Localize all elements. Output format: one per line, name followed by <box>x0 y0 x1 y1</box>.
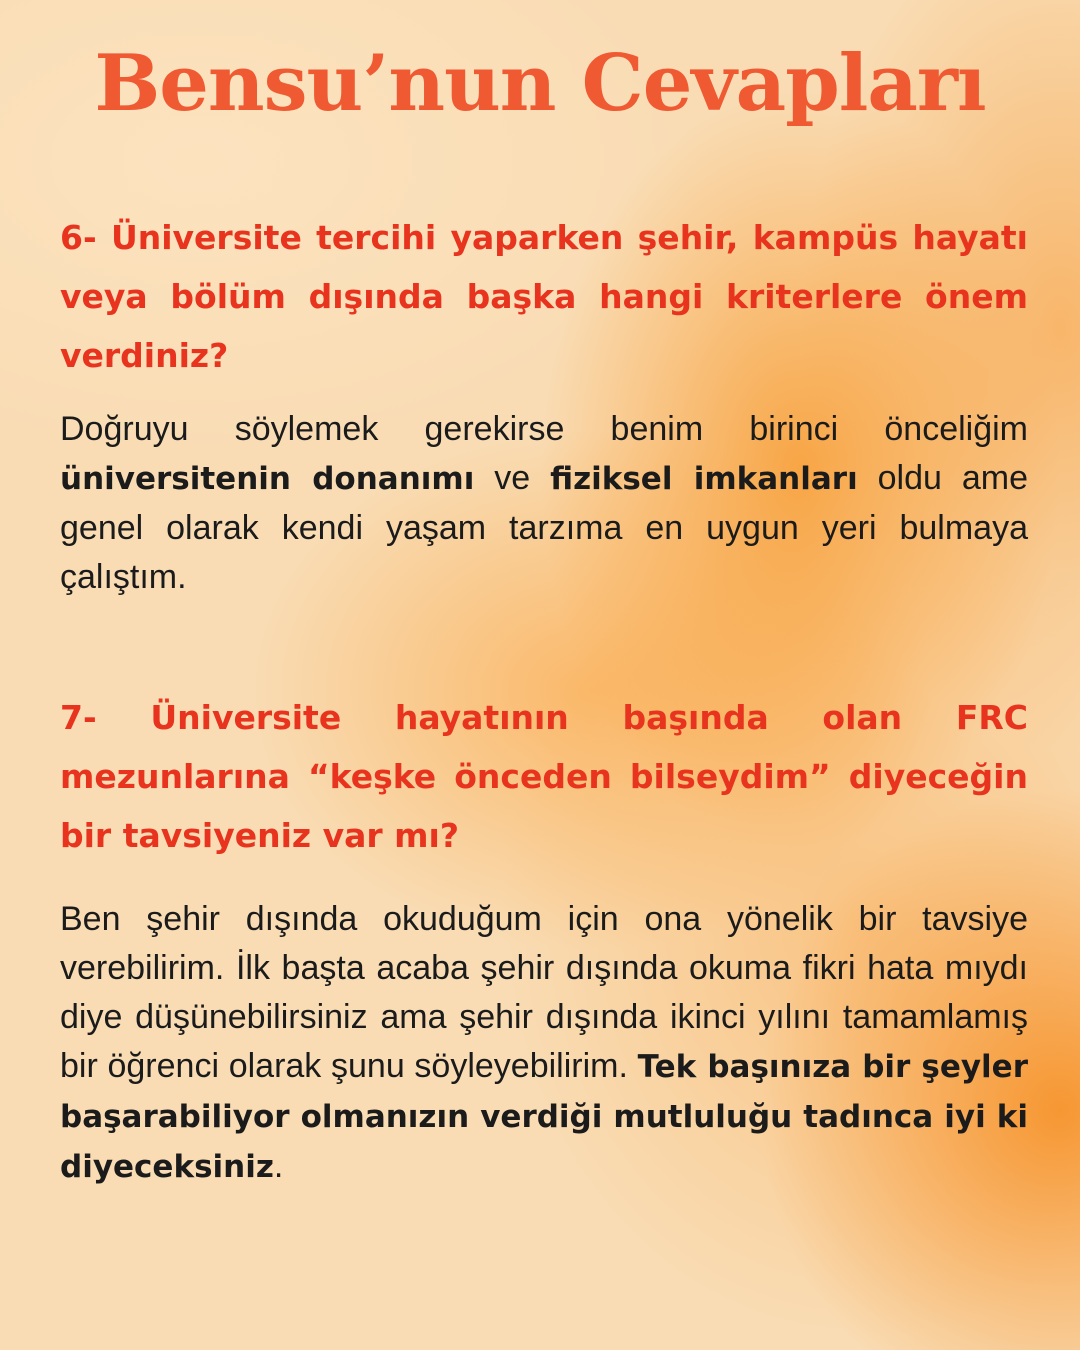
answer-6-bold-2: fiziksel imkanları <box>550 461 858 497</box>
question-7: 7- Üniversite hayatının başında olan FRC mezunlarına “keşke önceden bilseydim” diyeceğin bir tavsiyeniz var mı? <box>60 698 1028 855</box>
answer-7-text-1: Ben şehir dışında okuduğum için ona yönelik bir tavsiye verebilirim. İlk başta acaba şehir dışında okuma fikri hata mıydı diye düşünebilirsiniz ama şehir dışında ikinci yılını tamamlamış bir öğrenci olarak şunu söyleyebilirim. <box>60 900 1028 1085</box>
answer-6-text-3: oldu ame genel olarak kendi yaşam tarzıma en uygun yeri bulmaya çalıştım. <box>60 459 1028 596</box>
question-6: 6- Üniversite tercihi yaparken şehir, kampüs hayatı veya bölüm dışında başka hangi kriterlere önem verdiniz? <box>60 218 1028 375</box>
answer-7-bold-1: Tek başınıza bir şeyler başarabiliyor olmanızın verdiği mutluluğu tadınca iyi ki diyeceksiniz <box>60 1049 1028 1185</box>
page-title: Bensu’nun Cevapları <box>94 38 986 129</box>
answer-6-text-1: Doğruyu söylemek gerekirse benim birinci önceliğim <box>60 410 1028 448</box>
answer-6-bold-1: üniversitenin donanımı <box>60 461 475 497</box>
answer-7-text-2: . <box>273 1147 284 1185</box>
answer-7 <box>60 895 1028 1192</box>
answer-6-text-2: ve <box>474 459 551 497</box>
answer-6 <box>60 405 1028 602</box>
